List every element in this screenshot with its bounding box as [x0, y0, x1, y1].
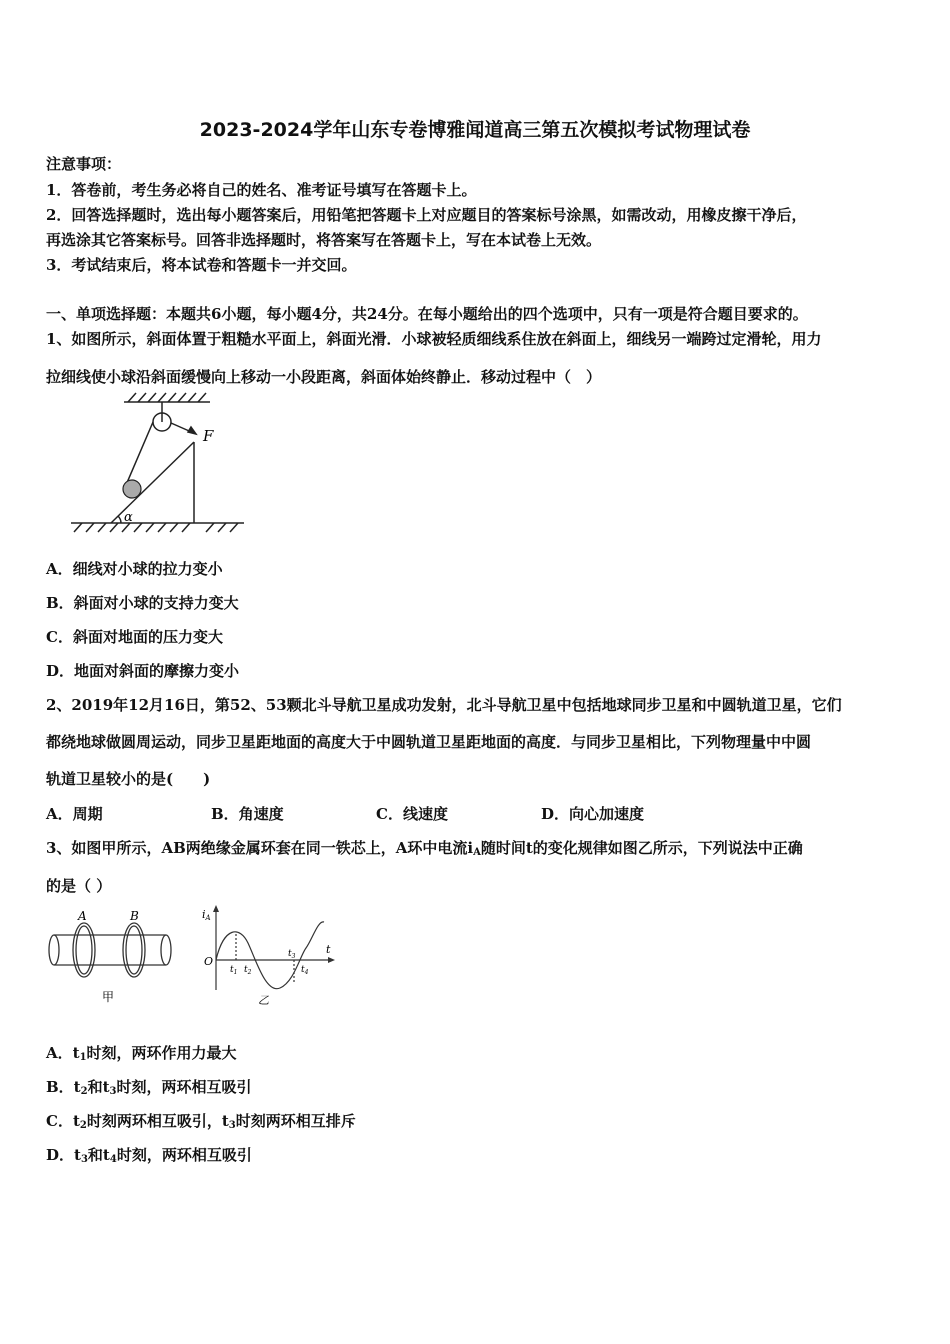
- string-to-ball: [126, 422, 153, 485]
- core-right-end: [161, 935, 171, 965]
- core-left-end: [49, 935, 59, 965]
- q1-option-b: B．斜面对小球的支持力变大: [46, 594, 239, 612]
- q3-figure-a: [44, 905, 184, 1005]
- ring-a-inner: [76, 926, 92, 974]
- q2-stem-line1: 2、2019年12月16日，第52、53颗北斗导航卫星成功发射，北斗导航卫星中包括地球同步卫星和中圆轨道卫星，它们: [46, 696, 842, 714]
- t3-label: $t_3$: [288, 949, 296, 960]
- q3-option-d: D．$t_3$和$t_4$时刻，两环相互吸引: [46, 1146, 252, 1165]
- notice-heading: 注意事项：: [46, 155, 122, 173]
- y-axis-arrow: [213, 905, 219, 912]
- figure-b-caption: 乙: [258, 994, 269, 1007]
- y-axis-label: iA: [202, 908, 211, 922]
- t4-label: $t_4$: [301, 965, 309, 976]
- q2-stem-line3: 轨道卫星较小的是( ): [46, 770, 211, 788]
- q3-option-a: A．$t_1$时刻，两环作用力最大: [46, 1044, 237, 1063]
- q1-option-a: A．细线对小球的拉力变小: [46, 560, 223, 578]
- ring-b-label: B: [130, 909, 139, 923]
- angle-arc: [118, 516, 121, 523]
- ring-b-inner: [126, 926, 142, 974]
- figure-a-caption: 甲: [102, 990, 115, 1004]
- page-title: 2023-2024学年山东专卷博雅闻道高三第五次模拟考试物理试卷: [199, 119, 751, 141]
- q1-stem-line1: 1、如图所示，斜面体置于粗糙水平面上，斜面光滑．小球被轻质细线系住放在斜面上，细线另一端跨过定滑轮，用力: [46, 330, 822, 348]
- q3-stem-line2: 的是（ ）: [46, 877, 112, 895]
- q3-option-c: C．$t_2$时刻两环相互吸引，$t_3$时刻两环相互排斥: [46, 1112, 356, 1131]
- q1-option-c: C．斜面对地面的压力变大: [46, 628, 223, 646]
- q2-option-a: A．周期: [46, 805, 103, 823]
- notice-item-2-cont: 再选涂其它答案标号。回答非选择题时，将答案写在答题卡上，写在本试卷上无效。: [46, 231, 602, 249]
- force-arrowhead: [188, 427, 196, 434]
- ring-a-label: A: [78, 909, 87, 923]
- ball: [123, 480, 141, 498]
- q3-option-b: B．$t_2$和$t_3$时刻，两环相互吸引: [46, 1078, 252, 1097]
- q2-stem-line2: 都绕地球做圆周运动，同步卫星距地面的高度大于中圆轨道卫星距地面的高度．与同步卫星相比，下列物理量中中圆: [46, 733, 812, 751]
- origin-label: O: [204, 955, 214, 968]
- q1-option-d: D．地面对斜面的摩擦力变小: [46, 662, 240, 680]
- t2-label: $t_2$: [244, 965, 252, 976]
- q1-stem-line2: 拉细线使小球沿斜面缓慢向上移动一小段距离，斜面体始终静止．移动过程中（ ）: [46, 368, 602, 386]
- q2-option-b: B．角速度: [211, 805, 284, 823]
- x-axis-arrow: [328, 957, 335, 963]
- q3-figure-b: [196, 900, 341, 1010]
- q2-option-c: C．线速度: [376, 805, 448, 823]
- ground-hatch: [74, 523, 238, 532]
- q1-figure: [66, 390, 256, 535]
- t1-label: $t_1$: [230, 965, 238, 976]
- notice-item-1: 1．答卷前，考生务必将自己的姓名、准考证号填写在答题卡上。: [46, 181, 477, 199]
- x-axis-label: t: [326, 943, 331, 956]
- angle-label: α: [124, 510, 133, 525]
- section-heading: 一、单项选择题：本题共6小题，每小题4分，共24分。在每小题给出的四个选项中，只有一项是符合题目要求的。: [46, 305, 808, 323]
- notice-item-2: 2．回答选择题时，选出每小题答案后，用铅笔把答题卡上对应题目的答案标号涂黑，如需改动，用橡皮擦干净后，: [46, 206, 807, 224]
- sine-curve: [216, 922, 324, 989]
- q2-option-d: D．向心加速度: [541, 805, 645, 823]
- q3-stem-line1: 3、如图甲所示，AB两绝缘金属环套在同一铁芯上，A环中电流$i_A$随时间t的变化规律如图乙所示，下列说法中正确: [46, 839, 803, 858]
- ceiling-hatch: [128, 393, 206, 402]
- force-label: F: [203, 427, 214, 445]
- notice-item-3: 3．考试结束后，将本试卷和答题卡一并交回。: [46, 256, 357, 274]
